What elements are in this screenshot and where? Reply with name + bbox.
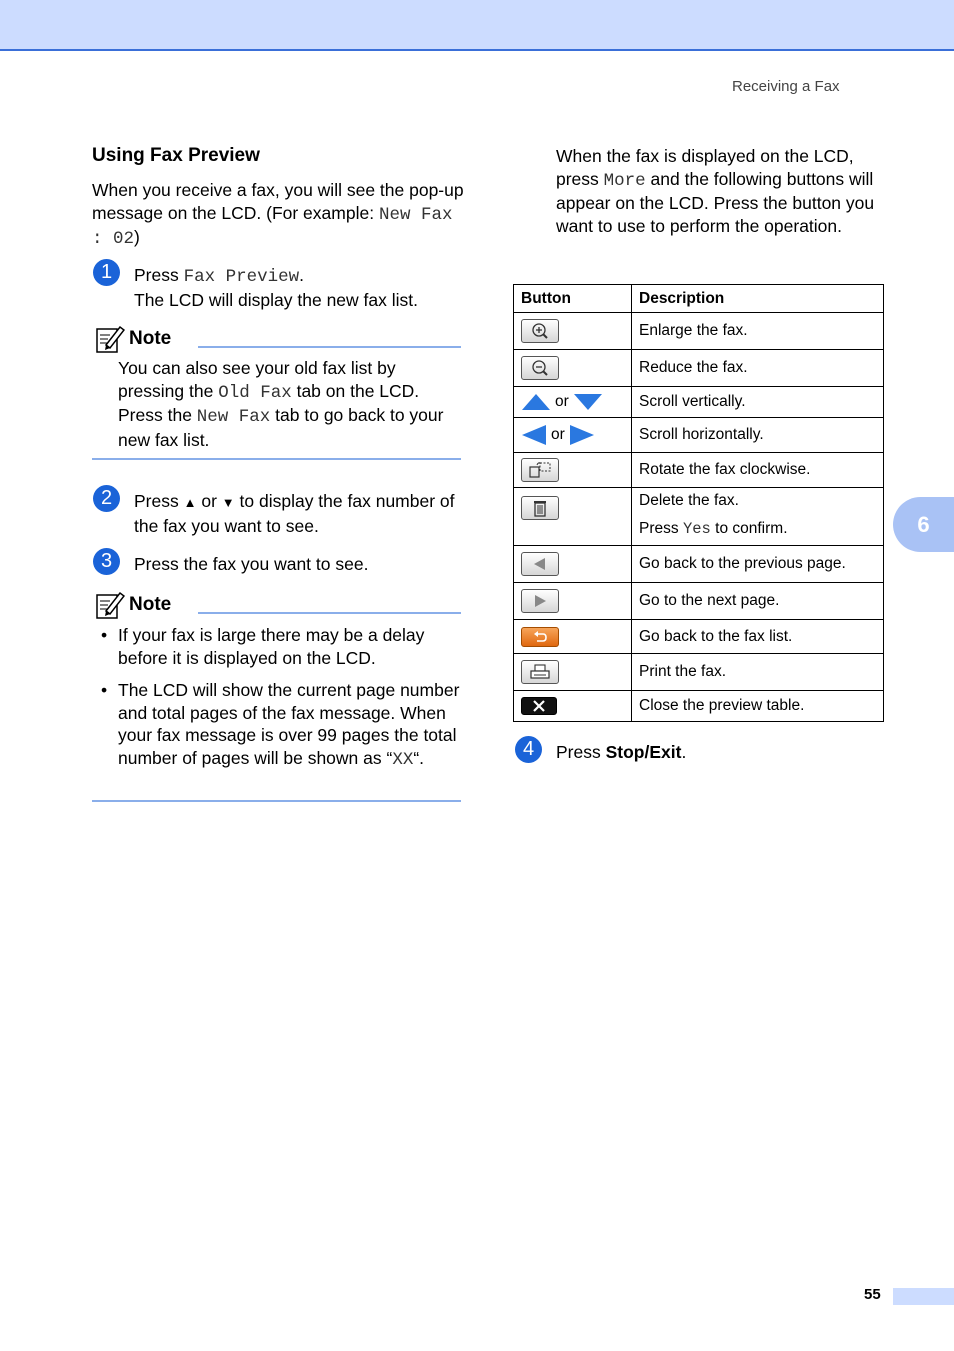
scroll-left-icon (521, 424, 547, 446)
note-2-list (92, 624, 464, 771)
scroll-right-icon (569, 424, 595, 446)
note-2-label: Note (129, 594, 172, 615)
delete-button (521, 496, 559, 520)
description-cell: Scroll vertically. (632, 387, 884, 418)
step-1-result: The LCD will display the new fax list. (134, 289, 418, 310)
table-row (514, 387, 884, 418)
confirm-code: Yes (682, 520, 711, 538)
table-row (514, 313, 884, 350)
step-1-period: . (299, 265, 305, 285)
note-2-bullet-2-code: XX (392, 749, 414, 770)
note-1-header-line (198, 346, 461, 348)
top-bar (0, 0, 954, 51)
close-icon (532, 700, 546, 712)
delete-description: Delete the fax. (639, 492, 739, 509)
button-column-header: Button (514, 285, 632, 313)
print-icon (529, 663, 551, 681)
back-button (521, 627, 559, 647)
trash-icon (531, 499, 549, 517)
intro-example-code: New Fax : 02 (92, 204, 453, 249)
confirm-end: to confirm. (710, 520, 788, 537)
zoom-in-button (521, 319, 559, 343)
next-page-icon (531, 593, 549, 609)
down-arrow-icon: ▼ (221, 495, 235, 510)
chapter-tab: 6 (893, 497, 954, 552)
description-cell: Enlarge the fax. (632, 313, 884, 350)
step-2-text-1: Press (134, 491, 184, 511)
description-cell (632, 488, 884, 546)
step-4-press: Press (556, 742, 606, 762)
step-2-text (134, 490, 464, 537)
description-cell: Go back to the fax list. (632, 620, 884, 654)
rotate-icon (528, 461, 552, 479)
zoom-out-icon (530, 359, 550, 377)
note-pencil-icon (95, 590, 125, 620)
description-cell: Scroll horizontally. (632, 418, 884, 453)
button-cell (514, 313, 632, 350)
button-cell (514, 387, 632, 418)
button-cell (514, 691, 632, 722)
previous-page-button (521, 552, 559, 576)
step-4-period: . (681, 742, 687, 762)
description-column-header: Description (632, 285, 884, 313)
scroll-up-icon (521, 393, 551, 411)
button-cell (514, 418, 632, 453)
note-1-bottom-line (92, 458, 461, 460)
section-title: Using Fax Preview (92, 145, 260, 166)
right-intro-text-1: When the fax is displayed on the LCD, press (556, 146, 854, 189)
note-2-header (95, 590, 171, 620)
right-intro-paragraph (556, 145, 886, 237)
table-row (514, 418, 884, 453)
button-cell (514, 546, 632, 583)
back-icon (532, 630, 548, 644)
note-2-header-line (198, 612, 461, 614)
description-cell: Close the preview table. (632, 691, 884, 722)
up-arrow-icon: ▲ (183, 495, 197, 510)
zoom-in-icon (530, 322, 550, 340)
note-2-bottom-line (92, 800, 461, 802)
table-row (514, 546, 884, 583)
right-intro-code: More (603, 170, 646, 191)
confirm-press: Press (639, 520, 683, 537)
zoom-out-button (521, 356, 559, 380)
step-1-press: Press (134, 265, 184, 285)
step-4-text (556, 741, 886, 764)
intro-paragraph (92, 179, 464, 251)
table-row (514, 350, 884, 387)
description-cell: Print the fax. (632, 654, 884, 691)
note-2-bullet-2-end: “. (413, 747, 425, 768)
scroll-down-icon (573, 393, 603, 411)
step-2-or: or (196, 491, 222, 511)
note-1-body (118, 357, 464, 451)
previous-page-icon (531, 556, 549, 572)
or-text: or (555, 392, 569, 410)
table-row (514, 620, 884, 654)
note-1-text-1: You can also see your old fax list by pressing the (118, 358, 396, 401)
button-table (513, 284, 884, 722)
intro-text: When you receive a fax, you will see the pop-up message on the LCD. (For example: (92, 180, 464, 223)
note-1-text-3: tab to go back to your new fax list. (118, 405, 444, 450)
table-row (514, 453, 884, 488)
table-header-row (514, 285, 884, 313)
footer-bar (893, 1288, 954, 1305)
step-1-code: Fax Preview (183, 267, 300, 287)
step-2-text-2: to display the fax number of the fax you want to see. (134, 491, 455, 536)
description-cell: Go to the next page. (632, 583, 884, 620)
stop-exit-key: Stop/Exit (605, 742, 682, 762)
note-1-code-1: Old Fax (218, 382, 292, 403)
note-1-header (95, 324, 171, 354)
button-cell (514, 453, 632, 488)
note-2-bullet-1: • If your fax is large there may be a delay before it is displayed on the LCD. (92, 624, 464, 669)
note-1-text-2: tab on the LCD. Press the (118, 380, 420, 425)
note-2-bullet-2-text: The LCD will show the current page number and total pages of the fax message. When your fax message is over 99 pages the total number of pages will be shown as “ (118, 680, 460, 768)
button-cell (514, 583, 632, 620)
intro-text-end: ) (134, 227, 140, 247)
button-cell (514, 350, 632, 387)
note-1-code-2: New Fax (196, 407, 271, 427)
running-header: Receiving a Fax (732, 78, 840, 95)
step-4-number: 4 (515, 736, 542, 763)
button-cell (514, 620, 632, 654)
step-1-number: 1 (93, 259, 120, 286)
table-row (514, 583, 884, 620)
rotate-button (521, 458, 559, 482)
print-button (521, 660, 559, 684)
description-cell: Reduce the fax. (632, 350, 884, 387)
next-page-button (521, 589, 559, 613)
description-cell: Go back to the previous page. (632, 546, 884, 583)
page-number: 55 (864, 1286, 881, 1303)
button-cell (514, 654, 632, 691)
note-2-bullet-2 (92, 679, 464, 771)
step-3-number: 3 (93, 548, 120, 575)
table-row (514, 691, 884, 722)
or-text: or (551, 426, 565, 443)
description-cell: Rotate the fax clockwise. (632, 453, 884, 488)
step-2-number: 2 (93, 485, 120, 512)
table-row (514, 488, 884, 546)
table-row (514, 654, 884, 691)
step-1-text (134, 264, 464, 311)
close-button (521, 697, 557, 715)
delete-confirm (639, 520, 876, 538)
note-1-label: Note (129, 328, 172, 349)
button-cell (514, 488, 632, 546)
note-pencil-icon (95, 324, 125, 354)
right-intro-text-2: and the following buttons will appear on the LCD. Press the button you want to use to perform the operation. (556, 168, 875, 236)
step-3-text: Press the fax you want to see. (134, 554, 369, 574)
